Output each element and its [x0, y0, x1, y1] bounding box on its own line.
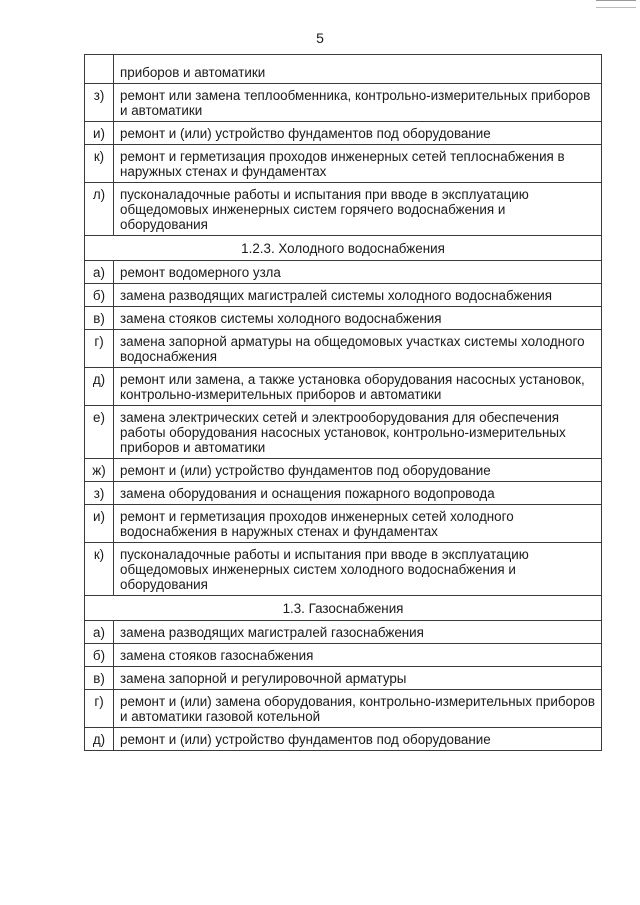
- table-row: [85, 543, 602, 596]
- page-number: 5: [316, 30, 324, 46]
- table-row: [85, 368, 602, 406]
- row-letter: а): [85, 621, 114, 644]
- table-row: [85, 261, 602, 284]
- row-text: замена разводящих магистралей системы холодного водоснабжения: [114, 284, 602, 307]
- section-heading-row: [85, 596, 602, 621]
- row-letter: к): [85, 543, 114, 596]
- row-text: ремонт и герметизация проходов инженерных сетей теплоснабжения в наружных стенах и фундаментах: [114, 145, 602, 183]
- table-row: [85, 459, 602, 482]
- row-text: ремонт водомерного узла: [114, 261, 602, 284]
- row-text: замена запорной арматуры на общедомовых участках системы холодного водоснабжения: [114, 330, 602, 368]
- table-row: [85, 145, 602, 183]
- row-letter: д): [85, 368, 114, 406]
- row-text: замена стояков системы холодного водоснабжения: [114, 307, 602, 330]
- row-text: замена оборудования и оснащения пожарного водопровода: [114, 482, 602, 505]
- row-letter: з): [85, 84, 114, 122]
- row-text: ремонт или замена теплообменника, контрольно-измерительных приборов и автоматики: [114, 84, 602, 122]
- row-letter: б): [85, 284, 114, 307]
- section-heading-cold: 1.2.3. Холодного водоснабжения: [85, 236, 602, 261]
- table-row: [85, 644, 602, 667]
- row-letter: ж): [85, 459, 114, 482]
- table-row: [85, 55, 602, 84]
- row-text: ремонт и герметизация проходов инженерных сетей холодного водоснабжения в наружных стенах и фундаментах: [114, 505, 602, 543]
- table-row: [85, 307, 602, 330]
- row-letter: в): [85, 307, 114, 330]
- table-row: [85, 690, 602, 728]
- table-row: [85, 183, 602, 236]
- row-letter: в): [85, 667, 114, 690]
- row-letter: и): [85, 505, 114, 543]
- table-row: [85, 284, 602, 307]
- row-letter: е): [85, 406, 114, 459]
- row-text: замена разводящих магистралей газоснабжения: [114, 621, 602, 644]
- table-row: [85, 621, 602, 644]
- row-text: замена стояков газоснабжения: [114, 644, 602, 667]
- row-letter: д): [85, 728, 114, 751]
- row-letter: и): [85, 122, 114, 145]
- row-text: приборов и автоматики: [114, 55, 602, 84]
- row-text: пусконаладочные работы и испытания при вводе в эксплуатацию общедомовых инженерных систем холодного водоснабжения и оборудования: [114, 543, 602, 596]
- works-table: [84, 54, 602, 751]
- table-row: [85, 122, 602, 145]
- row-letter: г): [85, 330, 114, 368]
- table-row: [85, 406, 602, 459]
- table-row: [85, 84, 602, 122]
- row-text: ремонт и (или) устройство фундаментов под оборудование: [114, 122, 602, 145]
- row-text: пусконаладочные работы и испытания при вводе в эксплуатацию общедомовых инженерных систем горячего водоснабжения и оборудования: [114, 183, 602, 236]
- row-letter: [85, 55, 114, 84]
- row-letter: к): [85, 145, 114, 183]
- row-text: ремонт или замена, а также установка оборудования насосных установок, контрольно-измерительных приборов и автоматики: [114, 368, 602, 406]
- table-row: [85, 330, 602, 368]
- row-letter: л): [85, 183, 114, 236]
- row-letter: б): [85, 644, 114, 667]
- section-heading-row: [85, 236, 602, 261]
- table-row: [85, 505, 602, 543]
- row-text: замена электрических сетей и электрооборудования для обеспечения работы оборудования насосных установок, контрольно-измерительных приборов и автоматики: [114, 406, 602, 459]
- row-letter: г): [85, 690, 114, 728]
- table-row: [85, 667, 602, 690]
- row-letter: з): [85, 482, 114, 505]
- row-text: ремонт и (или) устройство фундаментов под оборудование: [114, 728, 602, 751]
- row-letter: а): [85, 261, 114, 284]
- row-text: замена запорной и регулировочной арматуры: [114, 667, 602, 690]
- row-text: ремонт и (или) замена оборудования, контрольно-измерительных приборов и автоматики газовой котельной: [114, 690, 602, 728]
- corner-mark: [596, 0, 636, 8]
- section-heading-gas: 1.3. Газоснабжения: [85, 596, 602, 621]
- table-row: [85, 482, 602, 505]
- row-text: ремонт и (или) устройство фундаментов под оборудование: [114, 459, 602, 482]
- table-row: [85, 728, 602, 751]
